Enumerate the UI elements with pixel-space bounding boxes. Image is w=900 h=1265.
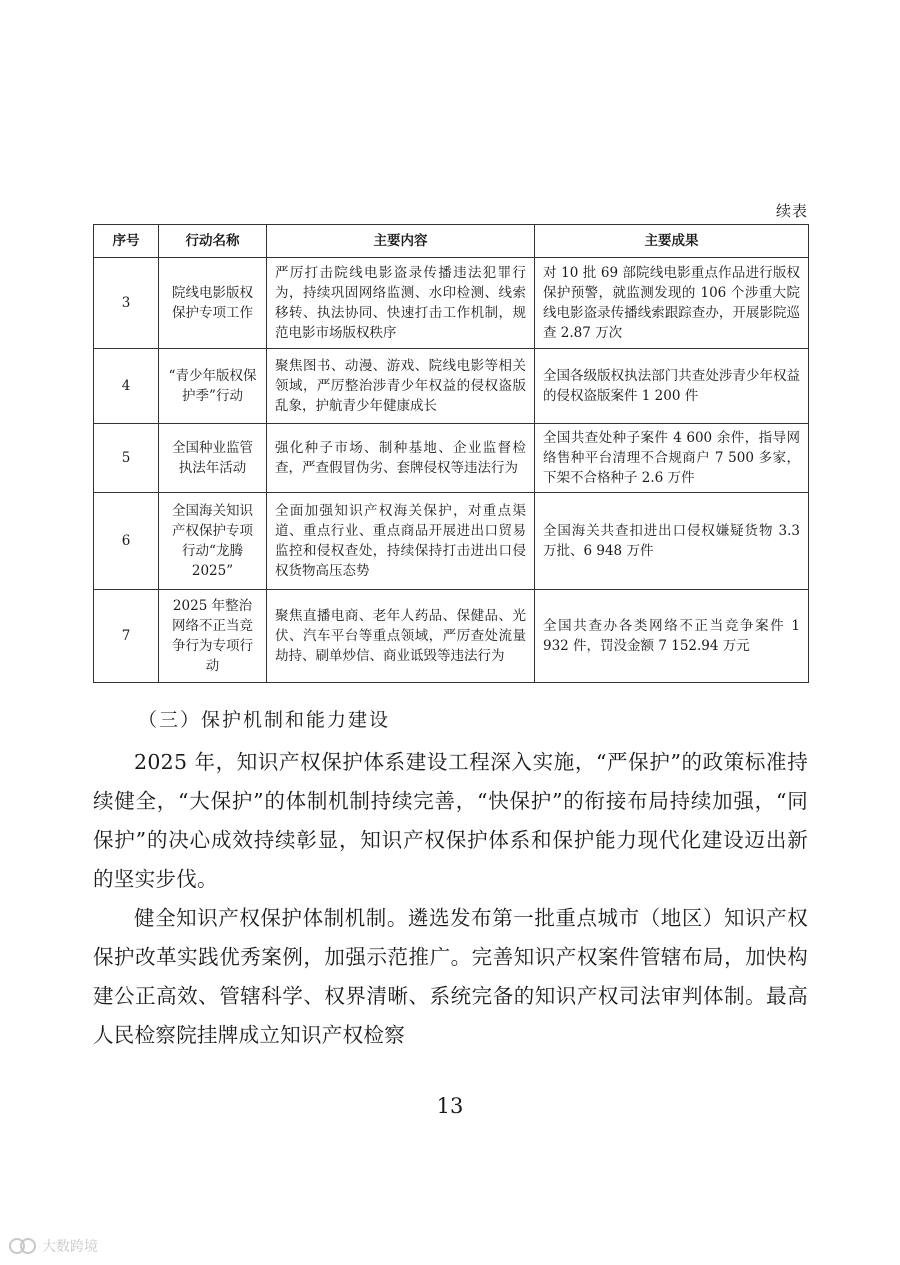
cell-result: 全国共查办各类网络不正当竞争案件 1 932 件，罚没金额 7 152.94 万元 — [535, 590, 809, 683]
cell-name: “青少年版权保护季”行动 — [159, 349, 267, 424]
cell-name: 院线电影版权保护专项工作 — [159, 258, 267, 349]
page-number: 13 — [436, 1094, 464, 1118]
table-header-row — [94, 225, 809, 258]
cell-result: 全国各级版权执法部门共查处涉青少年权益的侵权盗版案件 1 200 件 — [535, 349, 809, 424]
header-name: 行动名称 — [159, 225, 267, 258]
watermark-text: 大数跨境 — [42, 1239, 98, 1255]
body-paragraph: 健全知识产权保护体制机制。遴选发布第一批重点城市（地区）知识产权保护改革实践优秀案例，加强示范推广。完善知识产权案件管辖布局，加快构建公正高效、管辖科学、权界清晰、系统完备的知识产权司法审判体制。最高人民检察院挂牌成立知识产权检察 — [93, 906, 808, 1047]
cell-result: 对 10 批 69 部院线电影重点作品进行版权保护预警，就监测发现的 106 个涉重大院线电影盗录传播线索跟踪查办，开展影院巡查 2.87 万次 — [535, 258, 809, 349]
table-row — [94, 258, 809, 349]
watermark — [8, 1236, 98, 1256]
cell-no: 7 — [94, 590, 159, 683]
header-result: 主要成果 — [535, 225, 809, 258]
table-row — [94, 349, 809, 424]
cell-content: 严厉打击院线电影盗录传播违法犯罪行为，持续巩固网络监测、水印检测、线索移转、执法协同、快速打击工作机制，规范电影市场版权秩序 — [267, 258, 535, 349]
body-paragraph: 2025 年，知识产权保护体系建设工程深入实施，“严保护”的政策标准持续健全，“大保护”的体制机制持续完善，“快保护”的衔接布局持续加强，“同保护”的决心成效持续彰显，知识产权保护体系和保护能力现代化建设迈出新的坚实步伐。 — [93, 750, 808, 891]
cell-result: 全国海关共查扣进出口侵权嫌疑货物 3.3 万批、6 948 万件 — [535, 493, 809, 590]
cell-no: 5 — [94, 424, 159, 493]
section-heading: （三）保护机制和能力建设 — [138, 709, 391, 731]
cell-name: 全国种业监管执法年活动 — [159, 424, 267, 493]
table-row — [94, 590, 809, 683]
table-row — [94, 424, 809, 493]
actions-table — [93, 224, 809, 683]
table-row — [94, 493, 809, 590]
cell-result: 全国共查处种子案件 4 600 余件，指导网络售种平台清理不合规商户 7 500 多家，下架不合格种子 2.6 万件 — [535, 424, 809, 493]
cell-no: 3 — [94, 258, 159, 349]
cell-content: 强化种子市场、制种基地、企业监督检查，严查假冒伪劣、套牌侵权等违法行为 — [267, 424, 535, 493]
continuation-label: 续表 — [775, 202, 808, 220]
cell-name: 全国海关知识产权保护专项行动“龙腾 2025” — [159, 493, 267, 590]
cell-content: 聚焦图书、动漫、游戏、院线电影等相关领域，严厉整治涉青少年权益的侵权盗版乱象，护航青少年健康成长 — [267, 349, 535, 424]
header-content: 主要内容 — [267, 225, 535, 258]
cell-no: 6 — [94, 493, 159, 590]
cell-content: 聚焦直播电商、老年人药品、保健品、光伏、汽车平台等重点领域，严厉查处流量劫持、刷单炒信、商业诋毁等违法行为 — [267, 590, 535, 683]
header-no: 序号 — [94, 225, 159, 258]
cell-no: 4 — [94, 349, 159, 424]
logo-icon — [8, 1236, 38, 1256]
cell-content: 全面加强知识产权海关保护，对重点渠道、重点行业、重点商品开展进出口贸易监控和侵权查处，持续保持打击进出口侵权货物高压态势 — [267, 493, 535, 590]
cell-name: 2025 年整治网络不正当竞争行为专项行动 — [159, 590, 267, 683]
